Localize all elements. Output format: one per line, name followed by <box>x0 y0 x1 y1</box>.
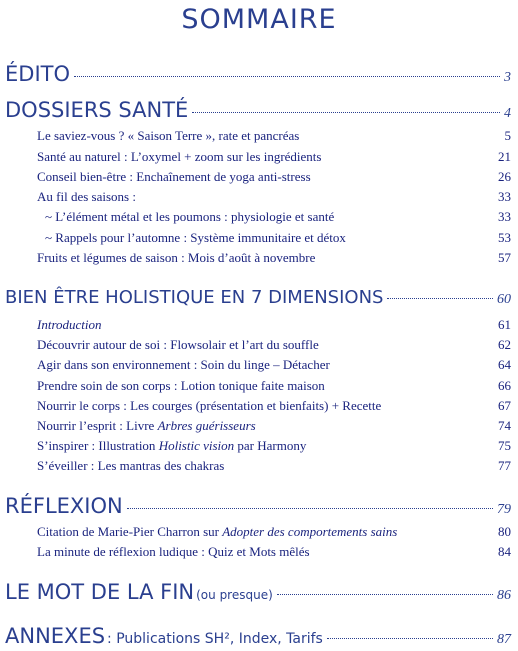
entry-page: 77 <box>498 458 511 473</box>
entry-page: 26 <box>498 169 511 184</box>
entry-text: Fruits et légumes de saison : Mois d’août à novembre <box>37 250 316 265</box>
section-bien-etre-holistique[interactable] <box>5 287 511 308</box>
section-title: ÉDITO <box>5 62 70 86</box>
section-suffix: : Publications SH², Index, Tarifs <box>107 631 323 647</box>
section-edito[interactable] <box>5 62 511 86</box>
toc-entry[interactable] <box>37 169 511 185</box>
toc-entry[interactable] <box>37 524 511 540</box>
entry-text: Citation de Marie-Pier Charron sur Adopter des comportements sains <box>37 524 398 539</box>
dot-leader <box>74 76 500 77</box>
section-page: 3 <box>504 70 511 85</box>
toc-entry[interactable] <box>37 418 511 434</box>
toc-entry[interactable] <box>37 438 511 454</box>
entry-text: Découvrir autour de soi : Flowsolair et l’art du souffle <box>37 337 319 352</box>
dot-leader <box>387 298 493 299</box>
entry-text: Santé au naturel : L’oxymel + zoom sur les ingrédients <box>37 149 322 164</box>
toc-entry[interactable] <box>37 458 511 474</box>
entry-page: 62 <box>498 337 511 352</box>
entry-text: S’inspirer : Illustration Holistic vision par Harmony <box>37 438 307 453</box>
entry-page: 64 <box>498 357 511 372</box>
page-title: SOMMAIRE <box>181 4 337 35</box>
entry-text: Au fil des saisons : <box>37 189 136 204</box>
dot-leader <box>327 638 493 639</box>
entry-text: Agir dans son environnement : Soin du linge – Détacher <box>37 357 330 372</box>
toc-entry[interactable] <box>37 189 511 205</box>
entry-text: Nourrir l’esprit : Livre Arbres guérisseurs <box>37 418 256 433</box>
section-dossiers-sante[interactable] <box>5 98 511 122</box>
section-page: 4 <box>504 106 511 121</box>
entry-page: 74 <box>498 418 511 433</box>
toc-subentry[interactable] <box>45 230 511 246</box>
entry-text: Introduction <box>37 317 102 332</box>
entry-text: ~ Rappels pour l’automne : Système immunitaire et détox <box>45 230 346 245</box>
entry-text: S’éveiller : Les mantras des chakras <box>37 458 225 473</box>
entry-page: 66 <box>498 378 511 393</box>
section-page: 60 <box>497 292 511 307</box>
toc-entry[interactable] <box>37 398 511 414</box>
entry-page: 5 <box>504 128 511 143</box>
entry-page: 67 <box>498 398 511 413</box>
entry-text: La minute de réflexion ludique : Quiz et Mots mêlés <box>37 544 310 559</box>
section-title: DOSSIERS SANTÉ <box>5 98 189 122</box>
entry-text: Nourrir le corps : Les courges (présentation et bienfaits) + Recette <box>37 398 382 413</box>
section-annexes[interactable] <box>5 624 511 648</box>
section-page: 86 <box>497 588 511 603</box>
entry-page: 53 <box>498 230 511 245</box>
section-title: ANNEXES <box>5 624 106 648</box>
entry-page: 80 <box>498 524 511 539</box>
entry-page: 33 <box>498 209 511 224</box>
toc-entry[interactable] <box>37 337 511 353</box>
toc-entry[interactable] <box>37 317 511 333</box>
section-suffix: (ou presque) <box>196 588 273 602</box>
entry-page: 33 <box>498 189 511 204</box>
section-reflexion[interactable] <box>5 494 511 518</box>
toc-entry[interactable] <box>37 378 511 394</box>
entry-text: Le saviez-vous ? « Saison Terre », rate et pancréas <box>37 128 300 143</box>
entry-page: 84 <box>498 544 511 559</box>
entry-text: Conseil bien-être : Enchaînement de yoga anti-stress <box>37 169 311 184</box>
entry-page: 75 <box>498 438 511 453</box>
toc-entry[interactable] <box>37 149 511 165</box>
section-title: RÉFLEXION <box>5 494 123 518</box>
entry-page: 21 <box>498 149 511 164</box>
section-title: LE MOT DE LA FIN <box>5 580 195 604</box>
dot-leader <box>192 112 500 113</box>
section-page: 87 <box>497 632 511 647</box>
entry-text: ~ L’élément métal et les poumons : physiologie et santé <box>45 209 335 224</box>
entry-text: Prendre soin de son corps : Lotion tonique faite maison <box>37 378 325 393</box>
section-mot-de-la-fin[interactable] <box>5 580 511 604</box>
section-page: 79 <box>497 502 511 517</box>
toc-entry[interactable] <box>37 357 511 373</box>
toc-subentry[interactable] <box>45 209 511 225</box>
entry-page: 57 <box>498 250 511 265</box>
toc-entry[interactable] <box>37 250 511 266</box>
dot-leader <box>277 594 493 595</box>
toc-entry[interactable] <box>37 128 511 144</box>
section-title: BIEN ÊTRE HOLISTIQUE EN 7 DIMENSIONS <box>5 287 384 308</box>
dot-leader <box>127 508 493 509</box>
entry-page: 61 <box>498 317 511 332</box>
toc-entry[interactable] <box>37 544 511 560</box>
